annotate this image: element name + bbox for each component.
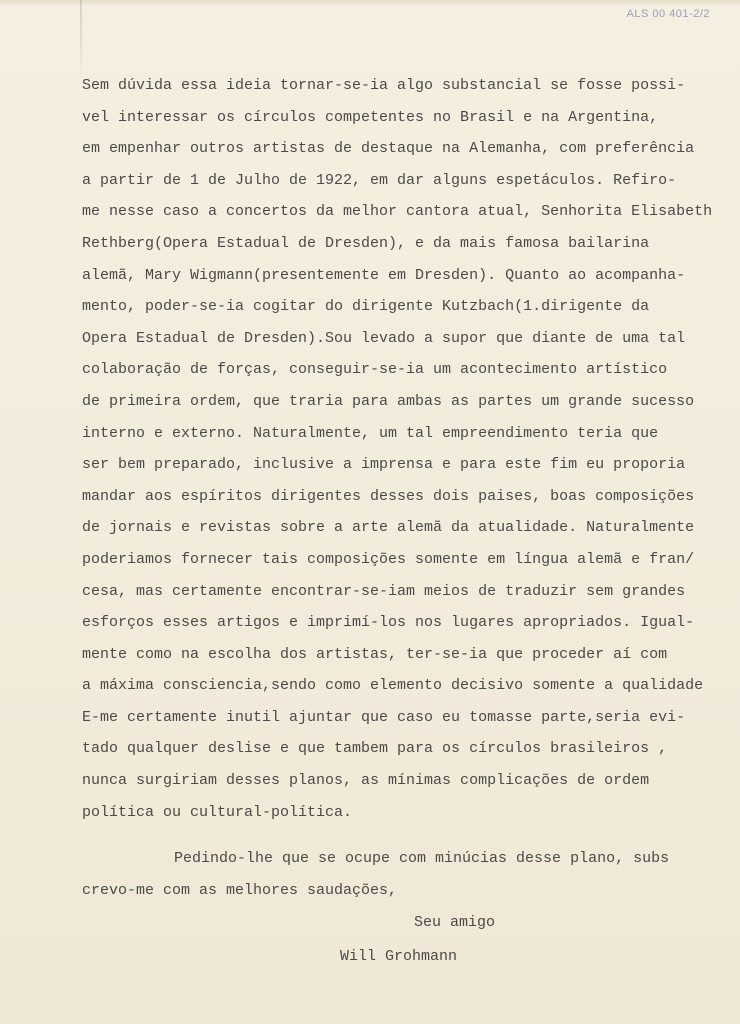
body-line: mandar aos espíritos dirigentes desses dois paises, boas composições <box>82 487 695 505</box>
paper-edge <box>0 0 740 6</box>
body-line: tado qualquer deslise e que tambem para os círculos brasileiros , <box>82 740 668 758</box>
body-line: de primeira ordem, que traria para ambas as partes um grande sucesso <box>82 392 695 410</box>
body-line: a máxima consciencia,sendo como elemento decisivo somente a qualidade <box>82 677 704 695</box>
body-line: vel interessar os círculos competentes no Brasil e na Argentina, <box>82 108 659 126</box>
body-line: em empenhar outros artistas de destaque na Alemanha, com preferência <box>82 140 695 158</box>
body-line: Rethberg(Opera Estadual de Dresden), e da mais famosa bailarina <box>82 234 650 252</box>
body-line: mento, poder-se-ia cogitar do dirigente Kutzbach(1.dirigente da <box>82 298 650 316</box>
body-line: Sem dúvida essa ideia tornar-se-ia algo substancial se fosse possi- <box>82 77 686 94</box>
body-line: ser bem preparado, inclusive a imprensa e para este fim eu proporia <box>82 456 686 474</box>
body-line: Opera Estadual de Dresden).Sou levado a supor que diante de uma tal <box>82 329 686 347</box>
body-line: interno e externo. Naturalmente, um tal empreendimento teria que <box>82 424 659 442</box>
paper-crease <box>80 0 82 80</box>
archive-reference: ALS 00 401-2/2 <box>626 8 710 20</box>
body-line: me nesse caso a concertos da melhor cantora atual, Senhorita Elisabeth <box>82 203 713 221</box>
body-line: poderiamos fornecer tais composições somente em língua alemã e fran/ <box>82 550 695 568</box>
body-line: política ou cultural-política. <box>82 803 353 821</box>
body-line: a partir de 1 de Julho de 1922, em dar alguns espetáculos. Refiro- <box>82 171 677 189</box>
signature-name: Will Grohmann <box>340 948 458 965</box>
closing-line: Pedindo-lhe que se ocupe com minúcias desse plano, subs <box>174 850 670 867</box>
closing-line: crevo-me com as melhores saudações, <box>82 882 398 899</box>
body-line: E-me certamente inutil ajuntar que caso eu tomasse parte,seria evi- <box>82 708 686 726</box>
body-line: nunca surgiriam desses planos, as mínimas complicações de ordem <box>82 772 650 790</box>
signoff: Seu amigo <box>414 914 496 931</box>
body-line: colaboração de forças, conseguir-se-ia um acontecimento artístico <box>82 361 668 379</box>
body-line: esforços esses artigos e imprimí-los nos lugares apropriados. Igual- <box>82 614 695 632</box>
body-line: mente como na escolha dos artistas, ter-se-ia que proceder aí com <box>82 645 668 663</box>
letter-body <box>82 70 740 828</box>
body-line: cesa, mas certamente encontrar-se-iam meios de traduzir sem grandes <box>82 582 686 600</box>
body-line: alemã, Mary Wigmann(presentemente em Dresden). Quanto ao acompanha- <box>82 266 686 284</box>
body-line: de jornais e revistas sobre a arte alemã da atualidade. Naturalmente <box>82 519 695 537</box>
